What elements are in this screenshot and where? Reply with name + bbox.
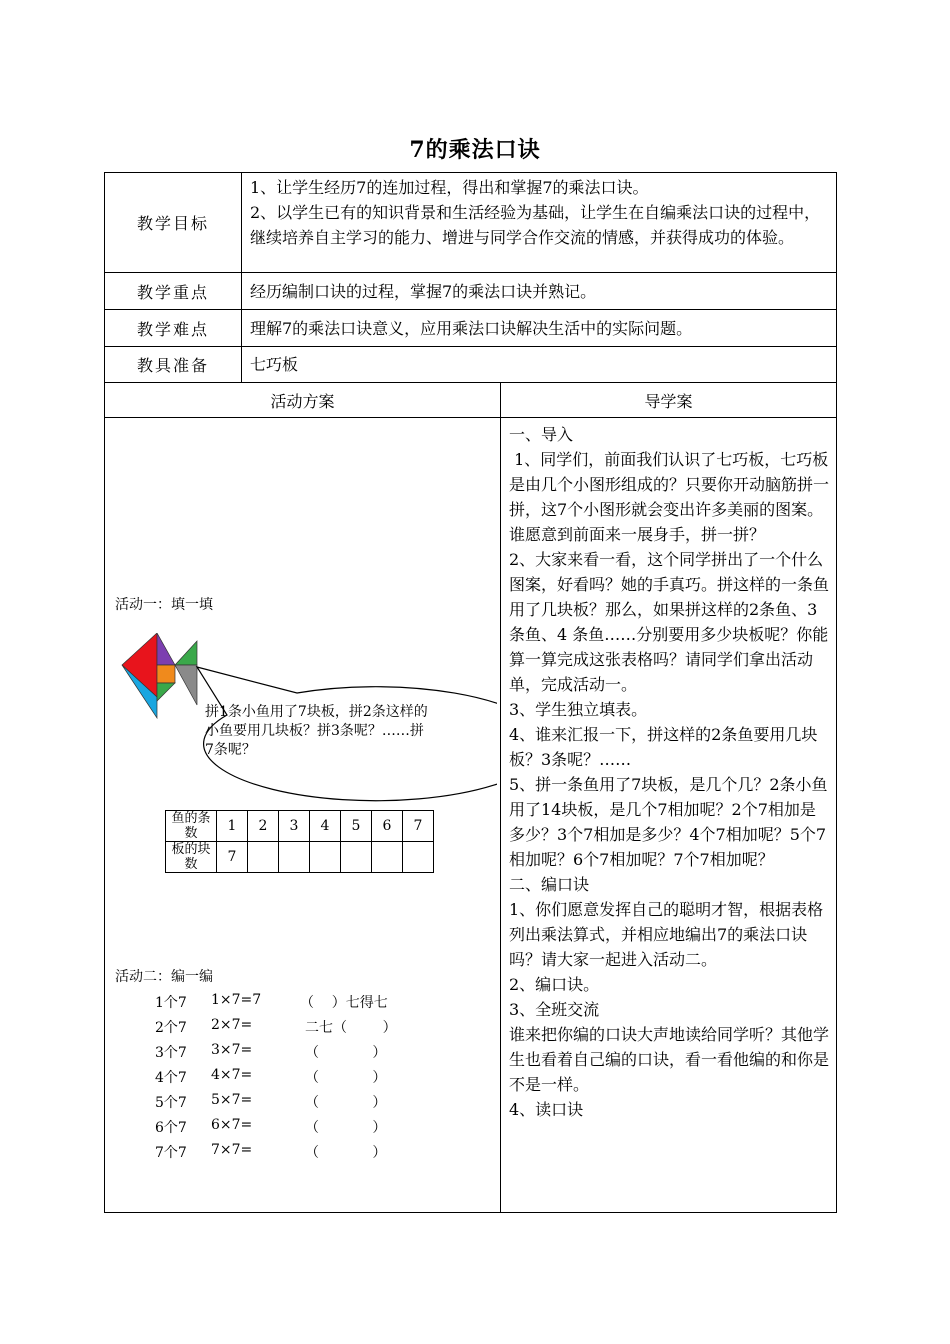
board-count-cell: [279, 842, 310, 873]
row-group: 4个7: [155, 1070, 187, 1086]
board-count-cell: [310, 842, 341, 873]
row-group: 7个7: [155, 1145, 187, 1161]
board-count-cell: [248, 842, 279, 873]
fish-count-cell: 6: [372, 811, 403, 842]
multiplication-row: [155, 1042, 455, 1067]
header-guide: 导学案: [501, 383, 837, 418]
tangram-fish-icon: [122, 633, 197, 718]
board-count-header: 板的块数: [166, 842, 217, 873]
materials-text: 七巧板: [242, 347, 837, 383]
fish-board-table: [165, 810, 434, 873]
guide-paragraph: 谁来把你编的口诀大声地读给同学听？其他学生也看着自己编的口诀，看一看他编的和你是不是一样。: [509, 1025, 830, 1094]
row-equation: 5×7=: [211, 1092, 253, 1108]
info-row-difficulties: [105, 310, 837, 347]
row-equation: 2×7=: [211, 1017, 253, 1033]
board-count-cell: [341, 842, 372, 873]
board-count-row: [166, 842, 434, 873]
lesson-plan-table: [104, 172, 837, 1213]
multiplication-rows: [155, 992, 455, 1167]
fish-count-cell: 2: [248, 811, 279, 842]
row-group: 5个7: [155, 1095, 187, 1111]
fish-count-row: [166, 811, 434, 842]
tangram-gray-tail: [175, 665, 197, 705]
tangram-purple-triangle: [157, 633, 175, 665]
row-group: 6个7: [155, 1120, 187, 1136]
fish-count-cell: 3: [279, 811, 310, 842]
guide-heading-rhyme: 二、编口诀: [509, 875, 590, 894]
guide-paragraph: 1、同学们，前面我们认识了七巧板，七巧板是由几个小图形组成的？只要你开动脑筋拼一拼，这7个小图形就会变出许多美丽的图案。谁愿意到前面来一展身手，拼一拼？: [509, 450, 830, 544]
activity2-label: 活动二：编一编: [115, 969, 213, 985]
guide-paragraph: 4、谁来汇报一下，拼这样的2条鱼要用几块板？3条呢？……: [509, 725, 818, 769]
row-group: 1个7: [155, 995, 187, 1011]
multiplication-row: [155, 1067, 455, 1092]
row-equation: 7×7=: [211, 1142, 253, 1158]
board-count-cell: [403, 842, 434, 873]
key-points-text: 经历编制口诀的过程，掌握7的乘法口诀并熟记。: [242, 273, 837, 310]
fish-count-cell: 4: [310, 811, 341, 842]
difficulties-text: 理解7的乘法口诀意义，应用乘法口诀解决生活中的实际问题。: [242, 310, 837, 347]
fish-count-cell: 5: [341, 811, 372, 842]
goals-text: [242, 173, 837, 273]
fish-count-cell: 1: [217, 811, 248, 842]
row-rhyme: （ ）: [305, 1095, 387, 1111]
label-key-points: 教学重点: [105, 273, 242, 310]
guide-paragraph: 2、大家来看一看，这个同学拼出了一个什么图案，好看吗？她的手真巧。拼这样的一条鱼用了几块板？那么，如果拼这样的2条鱼、3条鱼、4 条鱼……分别要用多少块板呢？你能算一算完成这张表格吗？请同学们拿出活动单，完成活动一。: [509, 550, 830, 694]
board-count-cell: [372, 842, 403, 873]
row-group: 3个7: [155, 1045, 187, 1061]
row-rhyme: （ ）: [305, 1120, 387, 1136]
guide-paragraph: 2、编口诀。: [509, 975, 600, 994]
label-materials: 教具准备: [105, 347, 242, 383]
guide-paragraph: 1、你们愿意发挥自己的聪明才智，根据表格列出乘法算式，并相应地编出7的乘法口诀吗？请大家一起进入活动二。: [509, 900, 824, 969]
tangram-green-small-triangle: [157, 683, 175, 701]
row-rhyme: 二七（ ）: [305, 1020, 397, 1036]
row-group: 2个7: [155, 1020, 187, 1036]
row-rhyme: （ ）: [305, 1070, 387, 1086]
multiplication-row: [155, 992, 455, 1017]
row-equation: 4×7=: [211, 1067, 253, 1083]
guide-heading-intro: 一、导入: [509, 425, 574, 444]
info-row-goals: [105, 173, 837, 273]
multiplication-row: [155, 1117, 455, 1142]
activity-plan-cell: [105, 418, 501, 1213]
multiplication-row: [155, 1017, 455, 1042]
info-row-materials: [105, 347, 837, 383]
fish-count-header: 鱼的条数: [166, 811, 217, 842]
guide-paragraph: 3、学生独立填表。: [509, 700, 648, 719]
tangram-green-tail: [175, 641, 197, 665]
row-rhyme: （ ）七得七: [300, 995, 388, 1011]
board-count-cell: 7: [217, 842, 248, 873]
page-title: 7的乘法口诀: [409, 137, 541, 163]
content-row: [105, 418, 837, 1213]
guide-paragraph: 5、拼一条鱼用了7块板，是几个几？2条小鱼用了14块板，是几个7相加呢？2个7相加是多少？3个7相加是多少？4个7相加呢？5个7相加呢？6个7相加呢？7个7相加呢？: [509, 775, 828, 869]
tangram-orange-square: [157, 665, 175, 683]
label-difficulties: 教学难点: [105, 310, 242, 347]
goal-line-2: 2、以学生已有的知识背景和生活经验为基础，让学生在自编乘法口诀的过程中，继续培养自主学习的能力、增进与同学合作交流的情感，并获得成功的体验。: [250, 203, 821, 247]
info-row-key-points: [105, 273, 837, 310]
activity1-label: 活动一：填一填: [115, 597, 213, 613]
fish-count-cell: 7: [403, 811, 434, 842]
row-equation: 6×7=: [211, 1117, 253, 1133]
guide-cell: [501, 418, 837, 1213]
guide-paragraph: 3、全班交流: [509, 1000, 600, 1019]
speech-bubble-text: 拼1条小鱼用了7块板，拼2条这样的小鱼要用几块板？拼3条呢？……拼7条呢？: [205, 704, 428, 758]
section-header-row: [105, 383, 837, 418]
row-equation: 3×7=: [211, 1042, 253, 1058]
row-equation: 1×7=7: [211, 992, 262, 1008]
row-rhyme: （ ）: [305, 1045, 387, 1061]
label-goals: 教学目标: [105, 173, 242, 273]
header-activity-plan: 活动方案: [105, 383, 501, 418]
multiplication-row: [155, 1092, 455, 1117]
row-rhyme: （ ）: [305, 1145, 387, 1161]
guide-paragraph: 4、读口诀: [509, 1100, 584, 1119]
goal-line-1: 1、让学生经历7的连加过程，得出和掌握7的乘法口诀。: [250, 178, 649, 197]
multiplication-row: [155, 1142, 455, 1167]
